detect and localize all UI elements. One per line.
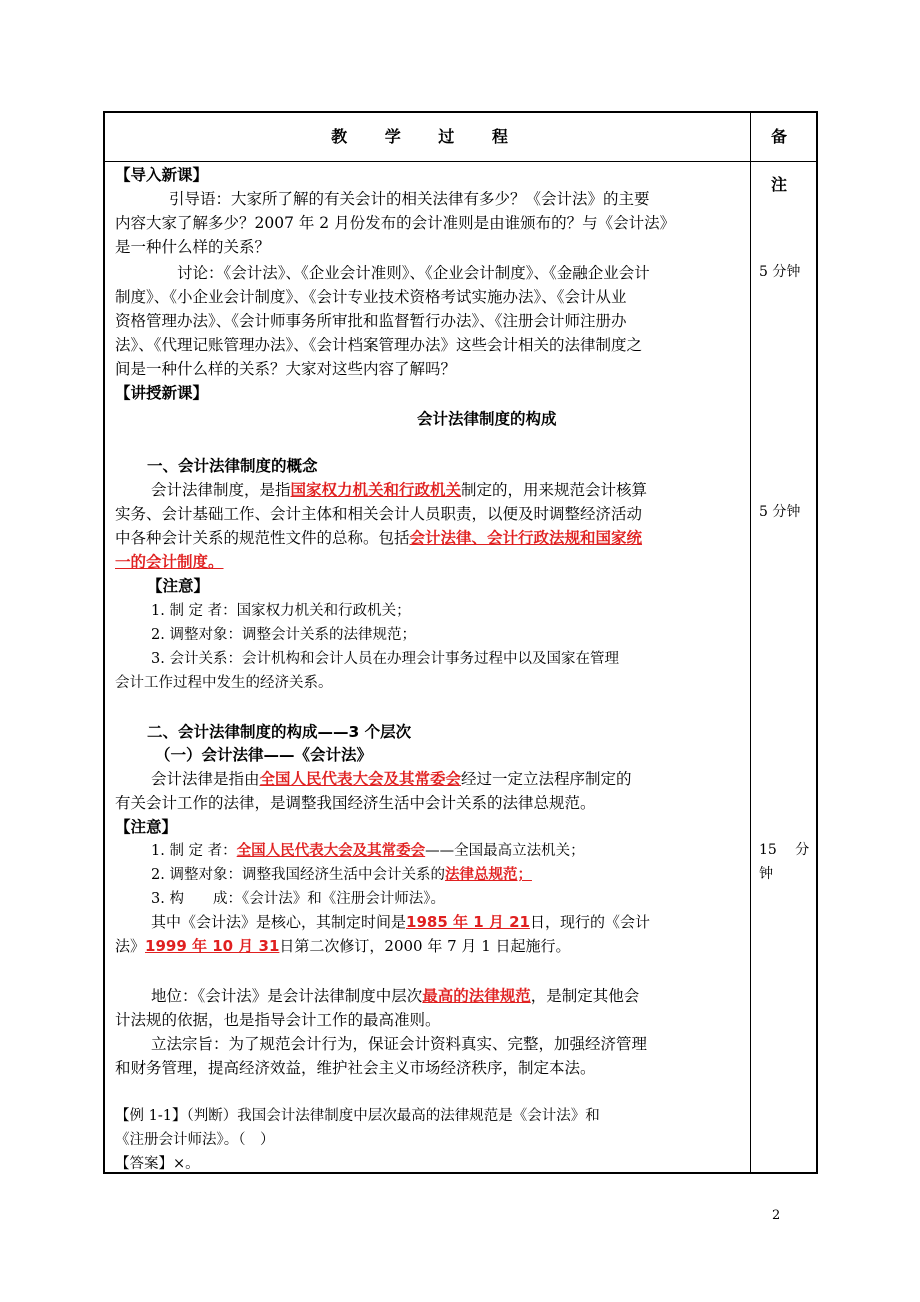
note-line: 3. 会计关系：会计机构和会计人员在办理会计事务过程中以及国家在管理 bbox=[151, 651, 619, 667]
lecture-heading: 【讲授新课】 bbox=[115, 384, 209, 402]
time-note: 钟 bbox=[759, 866, 773, 882]
paragraph-line: 会计法律是指由全国人民代表大会及其常委会经过一定立法程序制定的 bbox=[151, 770, 632, 788]
paragraph-line: 会计法律制度，是指国家权力机关和行政机关制定的，用来规范会计核算 bbox=[151, 481, 648, 499]
paragraph-line: 有关会计工作的法律，是调整我国经济生活中会计关系的法律总规范。 bbox=[115, 794, 596, 812]
highlight-text: 国家权力机关和行政机关 bbox=[290, 481, 462, 499]
highlight-text: 全国人民代表大会及其常委会 bbox=[259, 770, 462, 788]
highlight-date: 1985 年 1 月 21 bbox=[406, 913, 530, 931]
discussion-line: 制度》、《小企业会计制度》、《会计专业技术资格考试实施办法》、《会计从业 bbox=[115, 288, 627, 306]
paragraph-line: 和财务管理，提高经济效益，维护社会主义市场经济秩序，制定本法。 bbox=[115, 1059, 596, 1077]
section-title: 会计法律制度的构成 bbox=[417, 410, 557, 428]
subheading-2: 二、会计法律制度的构成——3 个层次 bbox=[147, 723, 412, 741]
time-note: 5 分钟 bbox=[759, 504, 801, 520]
paragraph-line: 地位：《会计法》是会计法律制度中层次最高的法律规范，是制定其他会 bbox=[151, 987, 640, 1005]
paragraph-line: 法》1999 年 10 月 31日第二次修订，2000 年 7 月 1 日起施行。 bbox=[115, 937, 571, 955]
time-note: 5 分钟 bbox=[759, 264, 801, 280]
example-line: 《注册会计师法》。（ ） bbox=[115, 1132, 275, 1148]
note-heading: 【注意】 bbox=[115, 818, 178, 836]
intro-line: 内容大家了解多少？2007 年 2 月份发布的会计准则是由谁颁布的？与《会计法》 bbox=[115, 214, 676, 232]
note-line: 1. 制 定 者：国家权力机关和行政机关； bbox=[151, 603, 411, 619]
highlight-text: 最高的法律规范 bbox=[422, 987, 531, 1005]
discussion-line: 法》、《代理记账管理办法》、《会计档案管理办法》这些会计相关的法律制度之 bbox=[115, 336, 643, 354]
column-divider bbox=[750, 113, 751, 1172]
discussion-line: 间是一种什么样的关系？大家对这些内容了解吗？ bbox=[115, 360, 457, 378]
discussion-line: 资格管理办法》、《会计师事务所审批和监督暂行办法》、《注册会计师注册办 bbox=[115, 312, 627, 330]
example-answer: 【答案】×。 bbox=[115, 1156, 200, 1172]
note-line: 1. 制 定 者：全国人民代表大会及其常委会——全国最高立法机关； bbox=[151, 843, 585, 859]
time-note: 15 分 bbox=[759, 842, 810, 858]
note-line: 2. 调整对象：调整我国经济生活中会计关系的法律总规范； bbox=[151, 867, 532, 883]
paragraph-line: 中各种会计关系的规范性文件的总称。包括会计法律、会计行政法规和国家统 bbox=[115, 529, 643, 547]
note-line: 2. 调整对象：调整会计关系的法律规范； bbox=[151, 627, 416, 643]
note-heading: 【注意】 bbox=[147, 577, 210, 595]
subheading-2a: （一）会计法律——《会计法》 bbox=[155, 746, 373, 764]
highlight-text: 一的会计制度。 bbox=[115, 553, 224, 571]
lesson-table bbox=[103, 111, 818, 1174]
note-line: 3. 构 成：《会计法》和《注册会计师法》。 bbox=[151, 891, 445, 907]
highlight-text: 法律总规范； bbox=[444, 867, 532, 883]
header-process: 教 学 过 程 bbox=[331, 127, 524, 146]
subheading-1: 一、会计法律制度的概念 bbox=[147, 457, 318, 475]
discussion-line: 讨论：《会计法》、《企业会计准则》、《企业会计制度》、《金融企业会计 bbox=[177, 264, 650, 282]
intro-line: 引导语：大家所了解的有关会计的相关法律有多少？《会计法》的主要 bbox=[169, 190, 650, 208]
paragraph-line: 立法宗旨：为了规范会计行为，保证会计资料真实、完整，加强经济管理 bbox=[151, 1035, 648, 1053]
example-line: 【例 1-1】（判断）我国会计法律制度中层次最高的法律规范是《会计法》和 bbox=[115, 1108, 600, 1124]
note-line: 会计工作过程中发生的经济关系。 bbox=[115, 675, 333, 691]
highlight-text: 会计法律、会计行政法规和国家统 bbox=[409, 529, 643, 547]
header-notes: 备 注 bbox=[770, 127, 799, 194]
intro-line: 是一种什么样的关系？ bbox=[115, 238, 271, 256]
highlight-text: 全国人民代表大会及其常委会 bbox=[236, 843, 426, 859]
highlight-date: 1999 年 10 月 31 bbox=[145, 937, 280, 955]
page-number: 2 bbox=[772, 1208, 781, 1223]
paragraph-line: 计法规的依据，也是指导会计工作的最高准则。 bbox=[115, 1011, 441, 1029]
intro-heading: 【导入新课】 bbox=[115, 166, 209, 184]
paragraph-line: 其中《会计法》是核心，其制定时间是1985 年 1 月 21日，现行的《会计 bbox=[151, 913, 650, 931]
paragraph-line: 实务、会计基础工作、会计主体和相关会计人员职责，以便及时调整经济活动 bbox=[115, 505, 643, 523]
